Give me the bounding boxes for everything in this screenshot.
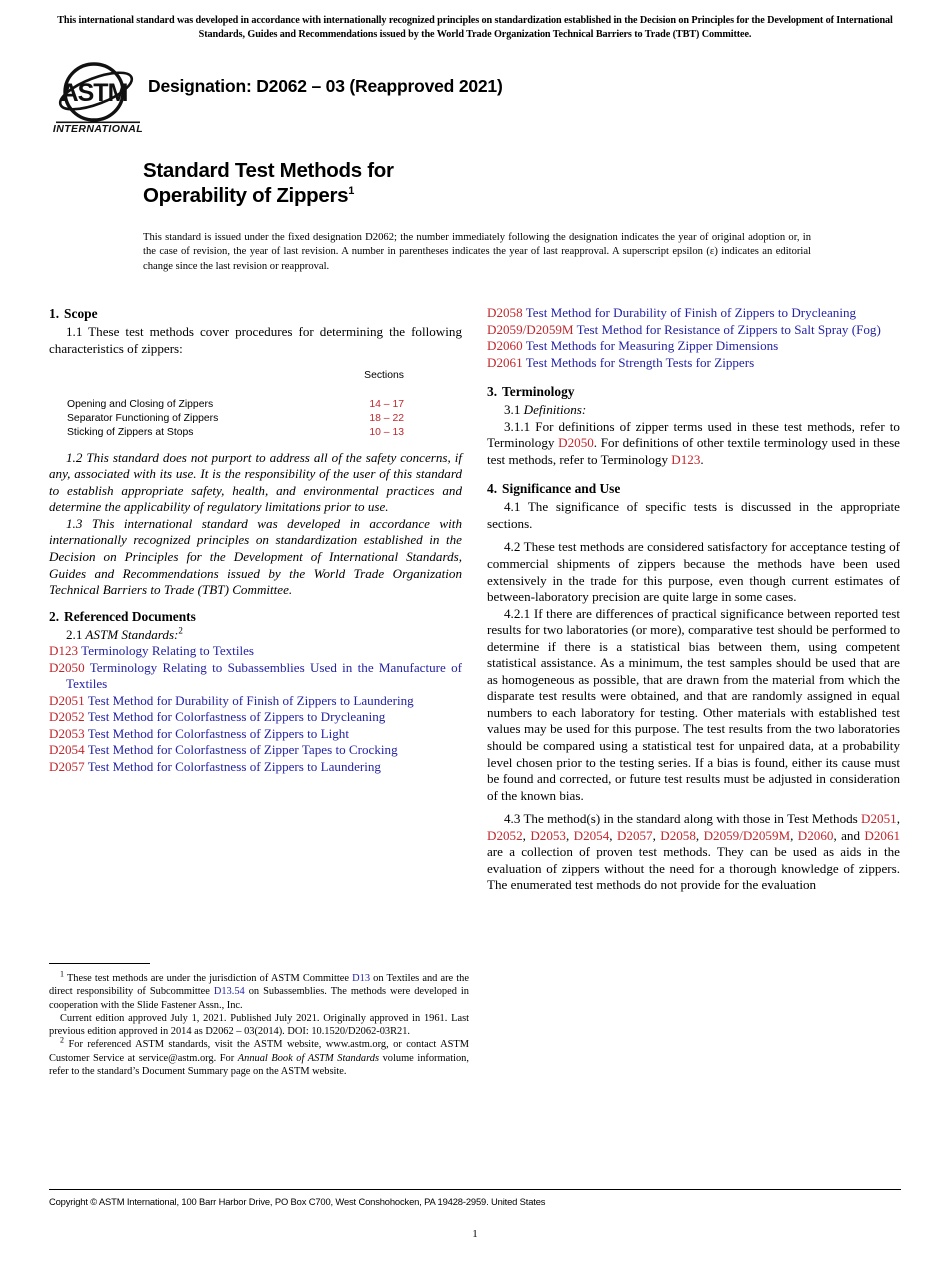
issue-note: This standard is issued under the fixed designation D2062; the number immediately following the designation indicates the year of original adoption or, in the case of revision, the year of last revision. A number in parentheses indicates the year of last reapproval. A superscript epsilon (ε) indicates an editorial change since the last revision or reapproval. [143,232,811,272]
footnote-divider [49,963,150,964]
reference-id[interactable]: D2051 [49,692,85,708]
table-row [49,426,462,440]
page-number: 1 [472,1228,478,1240]
inline-reference-d2060[interactable]: D2060 [797,827,834,843]
reference-id[interactable]: D2059/D2059M [487,321,574,337]
reference-entry-d123[interactable] [49,643,462,660]
para-4-2-number: 4.2 [504,539,521,555]
footnote-2-marker: 2 [60,1036,64,1046]
reference-entry-d2053[interactable] [49,726,462,743]
footnote-2-text-b: volume information, refer to the standard’s Document Summary page on the ASTM website. [49,1052,469,1078]
reference-title[interactable]: Test Method for Colorfastness of Zipper Tapes to Crocking [87,742,398,758]
footnote-2 [49,1038,469,1078]
astm-standards-label: ASTM Standards: [85,626,179,642]
paragraph-4-2 [487,539,900,605]
table-cell-label: Opening and Closing of Zippers [67,398,214,410]
inline-reference-d13[interactable]: D13 [352,973,371,984]
title-line-1: Standard Test Methods for [143,159,394,182]
definitions-subheading [487,402,900,419]
scope-heading-number: 1. [49,306,60,321]
terminology-heading-text: Terminology [502,384,575,400]
table-row [49,412,462,426]
astm-logo-subtitle: INTERNATIONAL [52,123,144,133]
footnote-2-italic-title: Annual Book of ASTM Standards [237,1052,380,1064]
astm-logo-icon [50,61,146,133]
para-3-1-1-number: 3.1.1 [504,418,531,434]
paragraph-4-3: 4.3 The method(s) in the standard along with those in Test Methods D2051, D2052, D2053, D2054, D2057, D2058, D2059/D2059M, D2060, and D2061 are a collection of proven test methods. They can be used as aids in the evaluation of zippers without the need for a thorough knowledge of zippers. The enumerated test methods do not provide for the evaluation [487,811,901,893]
para-4-2-text: These test methods are considered satisfactory for acceptance testing of commercial shipments of zippers because the methods have been used extensively in the trade for this purpose, even though current estimates of between-laboratory precision are quite large in some cases. [487,539,900,605]
reference-id[interactable]: D123 [49,643,79,659]
para-4-3-conjunction: and [841,827,865,843]
reference-title[interactable]: Test Method for Durability of Finish of Zippers to Laundering [87,692,414,708]
inline-reference-d2052[interactable]: D2052 [487,827,523,843]
table-cell-sections: 14 – 17 [369,398,404,410]
footnote-1-text-c: on Subassemblies. The methods were developed in cooperation with the Slide Fastener Assn., Inc. [49,986,469,1011]
reference-id[interactable]: D2052 [49,709,85,725]
copyright-notice: Copyright © ASTM International, 100 Barr Harbor Drive, PO Box C700, West Conshohocken, PA 19428-2959. United States [49,1196,546,1207]
footer-divider [49,1189,901,1190]
para-4-3-text-b: are a collection of proven test methods. They can be used as aids in the evaluation of zippers without the need for a thorough knowledge of zippers. The enumerated test methods do not provide for the evaluation [487,844,900,893]
reference-id[interactable]: D2053 [49,725,85,741]
section-heading-scope [49,305,462,322]
reference-entry-d2054[interactable] [49,742,462,759]
reference-title[interactable]: Terminology Relating to Subassemblies Used in the Manufacture of Textiles [66,659,462,692]
para-4-1-number: 4.1 [504,499,521,515]
para-3-1-1-text-b: . For definitions of other textile terminology used in these test methods, refer to Terminology [487,435,900,467]
para-3-1-1-text-a: For definitions of zipper terms used in these test methods, refer to Terminology [487,418,900,451]
astm-standards-subheading [49,627,462,644]
left-column [49,305,462,776]
table-row [49,398,462,412]
section-heading-referenced-documents [49,608,462,625]
table-cell-sections: 10 – 13 [369,427,404,439]
table-header-col1 [49,369,284,397]
inline-reference-d2051[interactable]: D2051 [861,811,897,827]
title-line-2: Operability of Zippers [143,184,349,207]
terminology-heading-number: 3. [487,384,498,400]
designation-line: Designation: D2062 – 03 (Reapproved 2021) [148,76,503,96]
reference-title[interactable]: Test Method for Durability of Finish of Zippers to Drycleaning [525,305,857,320]
reference-title[interactable]: Test Methods for Strength Tests for Zippers [525,354,755,370]
para-1-1-text: These test methods cover procedures for determining the following characteristics of zippers: [49,324,462,356]
reference-entry-d2060[interactable] [487,338,900,355]
reference-id[interactable]: D2057 [49,759,85,775]
significance-heading-number: 4. [487,481,498,497]
reference-title[interactable]: Terminology Relating to Textiles [81,643,255,659]
inline-reference-d2058[interactable]: D2058 [660,827,696,843]
right-column [487,305,900,894]
para-4-3-number: 4.3 [504,811,521,827]
astm-standards-footnote-marker: 2 [178,625,183,636]
reference-id[interactable]: D2054 [49,742,85,758]
reference-id[interactable]: D2058 [487,305,523,320]
reference-entry-d2061[interactable] [487,355,900,372]
document-title [143,158,843,208]
reference-title[interactable]: Test Method for Colorfastness of Zippers to Light [87,725,349,741]
paragraph-1-2 [49,450,462,516]
para-1-3-text: This international standard was developed in accordance with internationally recognized principles on standardization established in the Decision on Principles for the Development of International Standards, Guides and Recommendations issued by the World Trade Organization Technical Barriers to Trade (TBT) Committee. [49,515,462,598]
reference-title[interactable]: Test Method for Colorfastness of Zippers to Drycleaning [87,709,386,725]
inline-reference-d2053[interactable]: D2053 [530,827,566,843]
reference-entry-d2057[interactable] [49,759,462,776]
table-header-row [49,369,462,397]
inline-reference-d2059[interactable]: D2059/D2059M [703,827,791,843]
svg-text:ASTM: ASTM [60,79,128,107]
reference-entry-d2050[interactable] [49,660,462,693]
paragraph-4-1 [487,499,900,532]
reference-id[interactable]: D2060 [487,338,523,354]
para-1-2-text: This standard does not purport to address all of the safety concerns, if any, associated with its use. It is the responsibility of the user of this standard to establish appropriate safety, health, and environmental practices and determine the applicability of regulatory limitations prior to use. [49,449,463,515]
reference-title[interactable]: Test Method for Colorfastness of Zippers to Laundering [87,759,381,775]
paragraph-4-2-1 [487,606,900,805]
scope-sections-table [49,369,462,441]
para-4-2-1-text: If there are differences of practical significance between reported test results for two laboratories (or more), comparative test should be performed to determine if there is a statistical bias between them, using competent statistical assistance. As a minimum, the test samples should be used that are as homogeneous as possible, that are drawn from the material from which the disparate test results were obtained, and that are randomly assigned in equal numbers to each laboratory for testing. Other materials with established test values may be used for this purpose. The test results from the two laboratories should be compared using a statistical test for unpaired data, at a probability level chosen prior to the testing series. If a bias is found, either its cause must be found and corrected, or future test results must be adjusted in consideration of the known bias. [487,605,900,803]
reference-entry-d2052[interactable] [49,709,462,726]
paragraph-1-3 [49,516,462,599]
table-header-col2: Sections [364,370,404,382]
footnotes-block [49,969,469,1078]
footnote-2-text-a: For referenced ASTM standards, visit the ASTM website, www.astm.org, or contact ASTM Customer Service at service@astm.org. For [49,1039,469,1064]
reference-entry-d2051[interactable] [49,693,462,710]
inline-reference-d2061[interactable]: D2061 [864,827,901,843]
reference-entry-d2058[interactable] [487,305,900,322]
astm-logo [50,61,146,133]
footnote-1 [49,969,469,1012]
paragraph-1-1 [49,324,462,357]
definitions-number: 3.1 [504,402,521,418]
section-heading-significance-and-use [487,480,900,497]
inline-reference-d123[interactable]: D123 [671,451,701,467]
footnote-1-text-b: on Textiles and are the direct responsibility of Subcommittee [49,973,469,998]
para-4-2-1-number: 4.2.1 [504,605,531,621]
refdocs-heading-number: 2. [49,608,60,624]
inline-reference-d2050[interactable]: D2050 [558,435,594,451]
paragraph-3-1-1 [487,419,900,469]
title-footnote-marker: 1 [348,185,355,198]
definitions-label: Definitions: [523,402,587,418]
para-1-1-number: 1.1 [66,324,83,339]
tbt-banner-text: This international standard was developed in accordance with internationally recognized principles on standardization established in the Decision on Principles for the Development of International Standards, Guides and Recommendations issued by the World Trade Organization Technical Barriers to Trade (TBT) Committee. [57,15,893,41]
scope-heading-text: Scope [64,306,98,321]
refdocs-heading-text: Referenced Documents [64,608,196,624]
inline-reference-d2057[interactable]: D2057 [616,827,653,843]
para-1-2-number: 1.2 [66,449,83,465]
table-cell-label: Sticking of Zippers at Stops [67,427,194,439]
inline-reference-d2054[interactable]: D2054 [573,827,610,843]
significance-heading-text: Significance and Use [502,481,621,497]
para-4-3-text-a: The method(s) in the standard along with those in Test Methods [523,811,862,827]
footnote-1-marker: 1 [60,969,64,979]
table-cell-sections: 18 – 22 [369,412,404,424]
reference-entry-d2059[interactable] [487,322,900,339]
reference-title[interactable]: Test Methods for Measuring Zipper Dimensions [525,338,779,354]
table-cell-label: Separator Functioning of Zippers [67,412,219,424]
footnote-edition: Current edition approved July 1, 2021. Published July 2021. Originally approved in 1961. Last previous edition approved in 2014 as D2062 – 03(2014). DOI: 10.1520/D2062-03R21. [49,1012,469,1038]
astm-standards-number: 2.1 [66,626,83,642]
reference-id[interactable]: D2061 [487,354,523,370]
reference-title[interactable]: Test Method for Resistance of Zippers to Salt Spray (Fog) [576,321,881,337]
para-3-1-1-text-c: . [700,451,704,467]
footnote-1-text-a: These test methods are under the jurisdiction of ASTM Committee [66,973,353,984]
section-heading-terminology [487,383,900,400]
para-1-3-number: 1.3 [66,515,83,531]
inline-reference-d13-54[interactable]: D13.54 [213,986,245,998]
para-4-1-text: The significance of specific tests is discussed in the appropriate sections. [487,499,900,531]
reference-id[interactable]: D2050 [49,659,85,675]
